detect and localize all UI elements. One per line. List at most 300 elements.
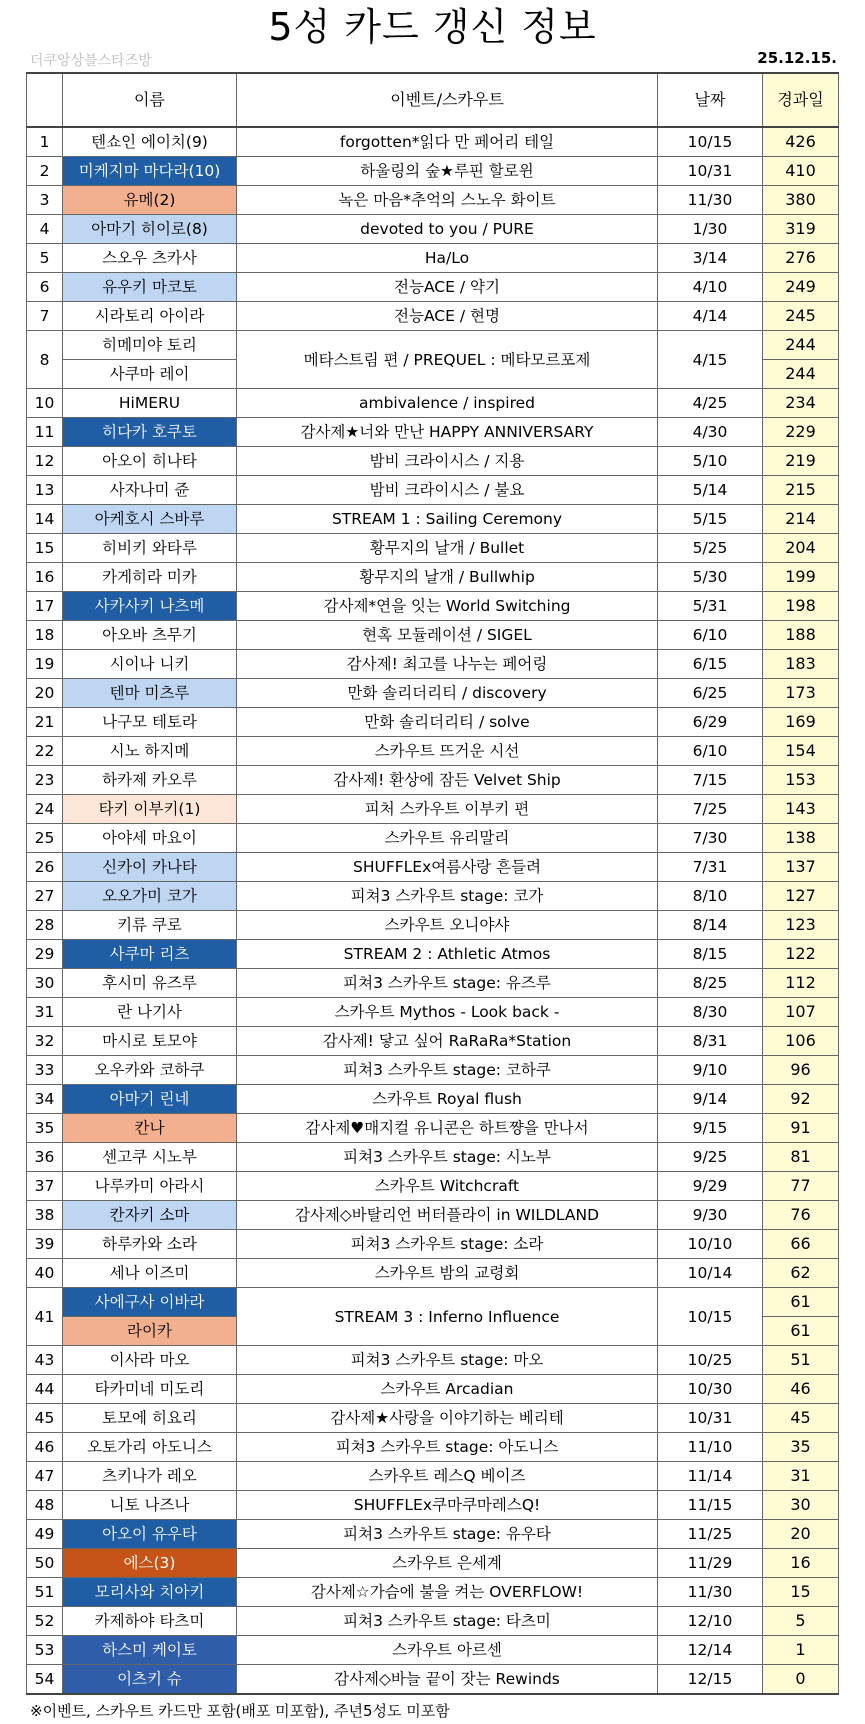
column-header-number xyxy=(27,73,63,127)
row-number: 38 xyxy=(27,1201,63,1230)
character-name: 사자나미 쥰 xyxy=(63,476,237,505)
event-name: 메타스트림 편 / PREQUEL : 메타모르포제 xyxy=(237,331,658,389)
elapsed-days: 46 xyxy=(763,1375,839,1404)
event-name: devoted to you / PURE xyxy=(237,215,658,244)
event-date: 7/31 xyxy=(658,853,763,882)
elapsed-days: 204 xyxy=(763,534,839,563)
character-name: 미케지마 마다라(10) xyxy=(63,157,237,186)
character-name: 이사라 마오 xyxy=(63,1346,237,1375)
elapsed-days: 276 xyxy=(763,244,839,273)
character-name: 사카사키 나츠메 xyxy=(63,592,237,621)
event-name: 스카우트 레스Q 베이즈 xyxy=(237,1462,658,1491)
row-number: 24 xyxy=(27,795,63,824)
event-name: 녹은 마음*추억의 스노우 화이트 xyxy=(237,186,658,215)
character-name: 아케호시 스바루 xyxy=(63,505,237,534)
row-number: 53 xyxy=(27,1636,63,1665)
event-date: 4/10 xyxy=(658,273,763,302)
event-name: 밤비 크라이시스 / 불요 xyxy=(237,476,658,505)
row-number: 22 xyxy=(27,737,63,766)
event-date: 11/29 xyxy=(658,1549,763,1578)
character-name: 아오이 유우타 xyxy=(63,1520,237,1549)
event-date: 11/15 xyxy=(658,1491,763,1520)
character-name: 오오가미 코가 xyxy=(63,882,237,911)
elapsed-days: 127 xyxy=(763,882,839,911)
event-name: 감사제♥매지컬 유니콘은 하트쨩을 만나서 xyxy=(237,1114,658,1143)
character-name: 사쿠마 레이 xyxy=(63,360,237,389)
event-date: 4/30 xyxy=(658,418,763,447)
elapsed-days: 173 xyxy=(763,679,839,708)
table-row xyxy=(27,1607,839,1636)
row-number: 33 xyxy=(27,1056,63,1085)
elapsed-days: 219 xyxy=(763,447,839,476)
event-date: 9/10 xyxy=(658,1056,763,1085)
row-number: 39 xyxy=(27,1230,63,1259)
elapsed-days: 62 xyxy=(763,1259,839,1288)
table-row xyxy=(27,911,839,940)
character-name: 카게히라 미카 xyxy=(63,563,237,592)
row-number: 14 xyxy=(27,505,63,534)
row-number: 48 xyxy=(27,1491,63,1520)
table-row xyxy=(27,1259,839,1288)
elapsed-days: 5 xyxy=(763,1607,839,1636)
event-name: 만화 솔리더리티 / solve xyxy=(237,708,658,737)
elapsed-days: 234 xyxy=(763,389,839,418)
table-row xyxy=(27,157,839,186)
row-number: 6 xyxy=(27,273,63,302)
table-row xyxy=(27,127,839,157)
row-number: 31 xyxy=(27,998,63,1027)
character-name: 칸나 xyxy=(63,1114,237,1143)
character-name: 시이나 니키 xyxy=(63,650,237,679)
elapsed-days: 45 xyxy=(763,1404,839,1433)
event-date: 5/10 xyxy=(658,447,763,476)
character-name: 아오바 츠무기 xyxy=(63,621,237,650)
event-name: 피쳐3 스카우트 stage: 아도니스 xyxy=(237,1433,658,1462)
character-name: 라이카 xyxy=(63,1317,237,1346)
row-number: 43 xyxy=(27,1346,63,1375)
character-name: 모리사와 치아키 xyxy=(63,1578,237,1607)
event-date: 5/15 xyxy=(658,505,763,534)
character-name: 란 나기사 xyxy=(63,998,237,1027)
table-row xyxy=(27,273,839,302)
table-row xyxy=(27,389,839,418)
elapsed-days: 123 xyxy=(763,911,839,940)
elapsed-days: 15 xyxy=(763,1578,839,1607)
table-row xyxy=(27,244,839,273)
elapsed-days: 81 xyxy=(763,1143,839,1172)
elapsed-days: 51 xyxy=(763,1346,839,1375)
row-number: 34 xyxy=(27,1085,63,1114)
elapsed-days: 153 xyxy=(763,766,839,795)
elapsed-days: 107 xyxy=(763,998,839,1027)
event-name: STREAM 1 : Sailing Ceremony xyxy=(237,505,658,534)
elapsed-days: 215 xyxy=(763,476,839,505)
event-name: Ha/Lo xyxy=(237,244,658,273)
table-row xyxy=(27,1085,839,1114)
table-row xyxy=(27,1114,839,1143)
event-date: 12/15 xyxy=(658,1665,763,1695)
character-name: 세나 이즈미 xyxy=(63,1259,237,1288)
event-date: 8/30 xyxy=(658,998,763,1027)
row-number: 37 xyxy=(27,1172,63,1201)
row-number: 32 xyxy=(27,1027,63,1056)
character-name: 하루카와 소라 xyxy=(63,1230,237,1259)
elapsed-days: 188 xyxy=(763,621,839,650)
table-row xyxy=(27,679,839,708)
row-number: 50 xyxy=(27,1549,63,1578)
table-row xyxy=(27,1549,839,1578)
table-row xyxy=(27,1404,839,1433)
event-date: 10/30 xyxy=(658,1375,763,1404)
elapsed-days: 183 xyxy=(763,650,839,679)
character-name: HiMERU xyxy=(63,389,237,418)
table-row xyxy=(27,737,839,766)
character-name: 하스미 케이토 xyxy=(63,1636,237,1665)
event-name: 감사제◇바늘 끝이 잣는 Rewinds xyxy=(237,1665,658,1695)
elapsed-days: 198 xyxy=(763,592,839,621)
table-row xyxy=(27,505,839,534)
character-name: 아마기 린네 xyxy=(63,1085,237,1114)
row-number: 29 xyxy=(27,940,63,969)
character-name: 유우키 마코토 xyxy=(63,273,237,302)
elapsed-days: 77 xyxy=(763,1172,839,1201)
character-name: 유메(2) xyxy=(63,186,237,215)
table-row xyxy=(27,215,839,244)
character-name: 하카제 카오루 xyxy=(63,766,237,795)
event-name: 피쳐3 스카우트 stage: 타츠미 xyxy=(237,1607,658,1636)
character-name: 칸자키 소마 xyxy=(63,1201,237,1230)
table-row xyxy=(27,1172,839,1201)
event-name: 감사제★사랑을 이야기하는 베리테 xyxy=(237,1404,658,1433)
table-row xyxy=(27,418,839,447)
row-number: 36 xyxy=(27,1143,63,1172)
column-header-days: 경과일 xyxy=(763,73,839,127)
elapsed-days: 1 xyxy=(763,1636,839,1665)
row-number: 19 xyxy=(27,650,63,679)
elapsed-days: 31 xyxy=(763,1462,839,1491)
table-row xyxy=(27,302,839,331)
column-header-name: 이름 xyxy=(63,73,237,127)
table-row xyxy=(27,650,839,679)
elapsed-days: 20 xyxy=(763,1520,839,1549)
event-date: 5/25 xyxy=(658,534,763,563)
event-name: 감사제! 최고를 나누는 페어링 xyxy=(237,650,658,679)
row-number: 21 xyxy=(27,708,63,737)
table-body xyxy=(27,127,839,1694)
row-number: 54 xyxy=(27,1665,63,1695)
event-name: 하울링의 숲★루핀 할로윈 xyxy=(237,157,658,186)
event-date: 10/15 xyxy=(658,1288,763,1346)
event-date: 4/14 xyxy=(658,302,763,331)
event-date: 8/10 xyxy=(658,882,763,911)
character-name: 이츠키 슈 xyxy=(63,1665,237,1695)
event-name: 스카우트 유리말리 xyxy=(237,824,658,853)
row-number: 15 xyxy=(27,534,63,563)
elapsed-days: 91 xyxy=(763,1114,839,1143)
event-date: 3/14 xyxy=(658,244,763,273)
row-number: 5 xyxy=(27,244,63,273)
event-name: 스카우트 은세계 xyxy=(237,1549,658,1578)
table-row xyxy=(27,824,839,853)
table-row xyxy=(27,940,839,969)
event-name: STREAM 3 : Inferno Influence xyxy=(237,1288,658,1346)
row-number: 7 xyxy=(27,302,63,331)
event-date: 9/29 xyxy=(658,1172,763,1201)
event-date: 5/14 xyxy=(658,476,763,505)
character-name: 히비키 와타루 xyxy=(63,534,237,563)
row-number: 49 xyxy=(27,1520,63,1549)
event-date: 5/31 xyxy=(658,592,763,621)
event-date: 8/14 xyxy=(658,911,763,940)
character-name: 스오우 츠카사 xyxy=(63,244,237,273)
row-number: 47 xyxy=(27,1462,63,1491)
event-date: 9/14 xyxy=(658,1085,763,1114)
row-number: 52 xyxy=(27,1607,63,1636)
event-name: 감사제! 닿고 싶어 RaRaRa*Station xyxy=(237,1027,658,1056)
table-row xyxy=(27,1230,839,1259)
character-name: 텐마 미츠루 xyxy=(63,679,237,708)
event-date: 9/25 xyxy=(658,1143,763,1172)
event-date: 10/10 xyxy=(658,1230,763,1259)
row-number: 41 xyxy=(27,1288,63,1346)
elapsed-days: 426 xyxy=(763,127,839,157)
event-name: 피쳐3 스카우트 stage: 소라 xyxy=(237,1230,658,1259)
event-name: 감사제★너와 만난 HAPPY ANNIVERSARY xyxy=(237,418,658,447)
event-date: 6/15 xyxy=(658,650,763,679)
event-name: 피쳐3 스카우트 stage: 유우타 xyxy=(237,1520,658,1549)
character-name: 마시로 토모야 xyxy=(63,1027,237,1056)
elapsed-days: 138 xyxy=(763,824,839,853)
elapsed-days: 0 xyxy=(763,1665,839,1695)
character-name: 토모에 히요리 xyxy=(63,1404,237,1433)
table-row xyxy=(27,766,839,795)
card-update-table xyxy=(26,72,839,1695)
character-name: 신카이 카나타 xyxy=(63,853,237,882)
elapsed-days: 122 xyxy=(763,940,839,969)
character-name: 츠키나가 레오 xyxy=(63,1462,237,1491)
character-name: 시라토리 아이라 xyxy=(63,302,237,331)
event-date: 6/29 xyxy=(658,708,763,737)
page-title: 5성 카드 갱신 정보 xyxy=(268,5,597,49)
row-number: 40 xyxy=(27,1259,63,1288)
event-name: 피쳐3 스카우트 stage: 코하쿠 xyxy=(237,1056,658,1085)
event-name: 스카우트 아르센 xyxy=(237,1636,658,1665)
table-row xyxy=(27,1375,839,1404)
elapsed-days: 319 xyxy=(763,215,839,244)
event-date: 7/30 xyxy=(658,824,763,853)
event-date: 12/10 xyxy=(658,1607,763,1636)
character-name: 사쿠마 리츠 xyxy=(63,940,237,969)
event-name: 스카우트 뜨거운 시선 xyxy=(237,737,658,766)
event-name: 황무지의 날개 / Bullet xyxy=(237,534,658,563)
event-date: 1/30 xyxy=(658,215,763,244)
event-date: 9/30 xyxy=(658,1201,763,1230)
character-name: 니토 나즈나 xyxy=(63,1491,237,1520)
table-row xyxy=(27,1462,839,1491)
event-date: 11/30 xyxy=(658,1578,763,1607)
elapsed-days: 380 xyxy=(763,186,839,215)
event-date: 10/31 xyxy=(658,157,763,186)
character-name: 오토가리 아도니스 xyxy=(63,1433,237,1462)
event-date: 11/14 xyxy=(658,1462,763,1491)
event-name: 만화 솔리더리티 / discovery xyxy=(237,679,658,708)
event-name: 스카우트 오니야샤 xyxy=(237,911,658,940)
row-number: 4 xyxy=(27,215,63,244)
event-name: 스카우트 Witchcraft xyxy=(237,1172,658,1201)
character-name: 히다카 호쿠토 xyxy=(63,418,237,447)
event-date: 8/25 xyxy=(658,969,763,998)
table-row xyxy=(27,186,839,215)
event-name: 감사제☆가슴에 불을 켜는 OVERFLOW! xyxy=(237,1578,658,1607)
row-number: 45 xyxy=(27,1404,63,1433)
event-name: 전능ACE / 현명 xyxy=(237,302,658,331)
event-date: 5/30 xyxy=(658,563,763,592)
event-date: 9/15 xyxy=(658,1114,763,1143)
event-name: 스카우트 Arcadian xyxy=(237,1375,658,1404)
table-row xyxy=(27,1578,839,1607)
character-name: 히메미야 토리 xyxy=(63,331,237,360)
event-date: 10/25 xyxy=(658,1346,763,1375)
elapsed-days: 30 xyxy=(763,1491,839,1520)
elapsed-days: 229 xyxy=(763,418,839,447)
table-row xyxy=(27,1027,839,1056)
event-name: 감사제*연을 잇는 World Switching xyxy=(237,592,658,621)
row-number: 25 xyxy=(27,824,63,853)
row-number: 10 xyxy=(27,389,63,418)
elapsed-days: 410 xyxy=(763,157,839,186)
event-date: 6/10 xyxy=(658,737,763,766)
event-date: 7/15 xyxy=(658,766,763,795)
event-date: 11/10 xyxy=(658,1433,763,1462)
table-row xyxy=(27,882,839,911)
row-number: 18 xyxy=(27,621,63,650)
row-number: 2 xyxy=(27,157,63,186)
row-number: 1 xyxy=(27,127,63,157)
row-number: 16 xyxy=(27,563,63,592)
table-row xyxy=(27,476,839,505)
elapsed-days: 61 xyxy=(763,1317,839,1346)
table-row xyxy=(27,708,839,737)
event-name: 스카우트 Royal flush xyxy=(237,1085,658,1114)
table-header-row xyxy=(27,73,839,127)
event-name: 스카우트 밤의 교령회 xyxy=(237,1259,658,1288)
table-row xyxy=(27,1665,839,1695)
event-name: 스카우트 Mythos - Look back - xyxy=(237,998,658,1027)
elapsed-days: 199 xyxy=(763,563,839,592)
event-name: forgotten*읽다 만 페어리 테일 xyxy=(237,127,658,157)
event-date: 12/14 xyxy=(658,1636,763,1665)
elapsed-days: 35 xyxy=(763,1433,839,1462)
elapsed-days: 245 xyxy=(763,302,839,331)
elapsed-days: 244 xyxy=(763,331,839,360)
character-name: 키류 쿠로 xyxy=(63,911,237,940)
row-number: 3 xyxy=(27,186,63,215)
elapsed-days: 16 xyxy=(763,1549,839,1578)
event-date: 11/30 xyxy=(658,186,763,215)
table-row xyxy=(27,1491,839,1520)
author-label: 더쿠앙상블스타즈방 xyxy=(30,53,152,69)
character-name: 에스(3) xyxy=(63,1549,237,1578)
event-name: 감사제◇바탈리언 버터플라이 in WILDLAND xyxy=(237,1201,658,1230)
character-name: 나루카미 아라시 xyxy=(63,1172,237,1201)
event-date: 4/25 xyxy=(658,389,763,418)
table-row xyxy=(27,447,839,476)
elapsed-days: 96 xyxy=(763,1056,839,1085)
table-row xyxy=(27,592,839,621)
event-name: 피처 스카우트 이부키 편 xyxy=(237,795,658,824)
character-name: 센고쿠 시노부 xyxy=(63,1143,237,1172)
event-date: 10/31 xyxy=(658,1404,763,1433)
elapsed-days: 214 xyxy=(763,505,839,534)
character-name: 타카미네 미도리 xyxy=(63,1375,237,1404)
table-row xyxy=(27,1636,839,1665)
elapsed-days: 244 xyxy=(763,360,839,389)
table-row xyxy=(27,1346,839,1375)
elapsed-days: 66 xyxy=(763,1230,839,1259)
event-name: 피쳐3 스카우트 stage: 코가 xyxy=(237,882,658,911)
event-name: 감사제! 환상에 잠든 Velvet Ship xyxy=(237,766,658,795)
event-name: SHUFFLEx쿠마쿠마레스Q! xyxy=(237,1491,658,1520)
event-name: 피쳐3 스카우트 stage: 유즈루 xyxy=(237,969,658,998)
row-number: 28 xyxy=(27,911,63,940)
character-name: 나구모 테토라 xyxy=(63,708,237,737)
elapsed-days: 112 xyxy=(763,969,839,998)
row-number: 27 xyxy=(27,882,63,911)
row-number: 44 xyxy=(27,1375,63,1404)
character-name: 사에구사 이바라 xyxy=(63,1288,237,1317)
row-number: 13 xyxy=(27,476,63,505)
table-row xyxy=(27,534,839,563)
event-date: 10/14 xyxy=(658,1259,763,1288)
table-row xyxy=(27,331,839,360)
row-number: 8 xyxy=(27,331,63,389)
table-row xyxy=(27,1520,839,1549)
event-date: 8/15 xyxy=(658,940,763,969)
elapsed-days: 76 xyxy=(763,1201,839,1230)
row-number: 20 xyxy=(27,679,63,708)
character-name: 텐쇼인 에이치(9) xyxy=(63,127,237,157)
footnote: ※이벤트, 스카우트 카드만 포함(배포 미포함), 주년5성도 미포함 xyxy=(30,1702,450,1720)
event-date: 6/10 xyxy=(658,621,763,650)
elapsed-days: 92 xyxy=(763,1085,839,1114)
event-name: 밤비 크라이시스 / 지용 xyxy=(237,447,658,476)
table-row xyxy=(27,853,839,882)
elapsed-days: 249 xyxy=(763,273,839,302)
row-number: 23 xyxy=(27,766,63,795)
row-number: 12 xyxy=(27,447,63,476)
column-header-event: 이벤트/스카우트 xyxy=(237,73,658,127)
elapsed-days: 154 xyxy=(763,737,839,766)
row-number: 35 xyxy=(27,1114,63,1143)
event-name: 피쳐3 스카우트 stage: 시노부 xyxy=(237,1143,658,1172)
column-header-date: 날짜 xyxy=(658,73,763,127)
row-number: 17 xyxy=(27,592,63,621)
row-number: 11 xyxy=(27,418,63,447)
table-row xyxy=(27,563,839,592)
character-name: 아야세 마요이 xyxy=(63,824,237,853)
table-row xyxy=(27,998,839,1027)
event-date: 10/15 xyxy=(658,127,763,157)
event-name: SHUFFLEx여름사랑 흔들려 xyxy=(237,853,658,882)
table-row xyxy=(27,795,839,824)
event-name: 현혹 모듈레이션 / SIGEL xyxy=(237,621,658,650)
table-row xyxy=(27,969,839,998)
elapsed-days: 137 xyxy=(763,853,839,882)
row-number: 51 xyxy=(27,1578,63,1607)
event-date: 6/25 xyxy=(658,679,763,708)
event-name: 황무지의 날개 / Bullwhip xyxy=(237,563,658,592)
table-row xyxy=(27,1288,839,1317)
